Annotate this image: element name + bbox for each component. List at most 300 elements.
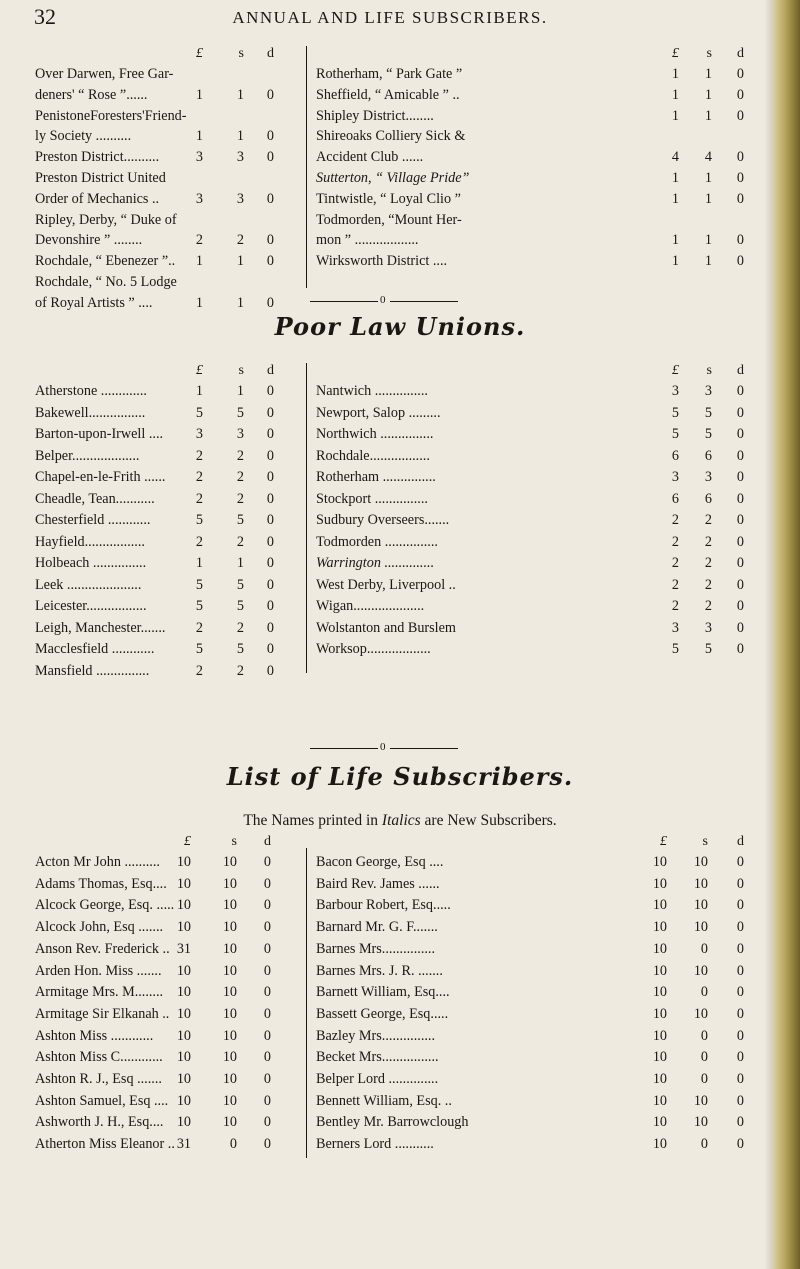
pounds-value: 6	[671, 490, 679, 507]
shillings-value: 10	[222, 1071, 237, 1087]
pence-value: 0	[736, 940, 744, 957]
entry-name: Wirksworth District ....	[316, 253, 448, 270]
pounds-value: 10	[652, 1005, 667, 1022]
entry-name: Barton-upon-Irwell ....	[35, 426, 164, 442]
section-separator	[390, 301, 458, 302]
shillings-header: s	[702, 834, 708, 849]
pounds-value: 2	[195, 619, 203, 636]
list-item	[35, 641, 274, 661]
pence-value: 0	[266, 232, 274, 249]
shillings-value: 2	[236, 662, 244, 679]
pence-value: 0	[266, 619, 274, 636]
life-subscribers-section	[0, 834, 780, 1164]
entry-name: PenistoneForesters'Friend-	[35, 107, 187, 124]
shillings-value: 10	[222, 919, 237, 936]
pence-value: 0	[736, 404, 744, 421]
pounds-value: 4	[671, 149, 679, 166]
pounds-header: £	[672, 46, 679, 61]
section-separator	[390, 748, 458, 749]
list-item	[35, 662, 274, 683]
shillings-value: 0	[700, 1136, 708, 1153]
section-title: List of Life Subscribers.	[226, 762, 574, 791]
shillings-header: s	[231, 834, 237, 849]
entry-name: Devonshire ” ........	[35, 232, 143, 249]
shillings-value: 2	[236, 533, 244, 550]
pounds-value: 3	[195, 190, 203, 207]
shillings-value: 0	[700, 1071, 708, 1087]
pounds-value: 2	[195, 533, 203, 550]
page-header	[0, 4, 780, 34]
pounds-value: 1	[671, 107, 679, 124]
pounds-value: 1	[671, 253, 679, 270]
section-separator	[310, 748, 378, 749]
shillings-value: 10	[693, 1114, 708, 1131]
pounds-value: 10	[652, 1092, 667, 1109]
list-item	[316, 212, 660, 232]
shillings-value: 1	[704, 66, 712, 82]
pounds-value: 3	[195, 426, 203, 442]
page-number: 32	[34, 4, 56, 29]
entry-name: Rochdale, “ No. 5 Lodge	[35, 274, 177, 290]
pounds-value: 3	[671, 469, 679, 485]
shillings-value: 10	[222, 897, 237, 914]
entry-name: Holbeach ...............	[35, 555, 147, 571]
entry-name: Wigan....................	[316, 598, 425, 614]
list-item	[316, 854, 744, 874]
shillings-value: 3	[236, 190, 244, 207]
shillings-value: 5	[704, 641, 712, 657]
list-item	[35, 576, 274, 597]
pence-value: 0	[736, 555, 744, 571]
pence-value: 0	[736, 232, 744, 249]
list-item	[316, 962, 744, 983]
list-item	[35, 128, 274, 148]
pounds-value: 1	[671, 170, 679, 186]
shillings-value: 2	[704, 512, 712, 528]
list-item	[316, 897, 744, 917]
pounds-value: 2	[195, 447, 203, 464]
entry-name: Warrington ..............	[316, 555, 435, 571]
pence-value: 0	[736, 383, 744, 399]
pence-value: 0	[736, 1027, 744, 1044]
pence-value: 0	[266, 86, 274, 103]
entry-name: Sheffield, “ Amicable ” ..	[316, 86, 460, 103]
entry-name: Bassett George, Esq.....	[316, 1005, 449, 1022]
entry-name: Bazley Mrs...............	[316, 1027, 436, 1044]
shillings-value: 3	[704, 383, 712, 399]
list-item	[35, 170, 265, 190]
list-item	[316, 1136, 744, 1156]
pounds-value: 1	[671, 232, 679, 249]
pence-header: d	[737, 363, 744, 378]
pence-value: 0	[263, 919, 271, 936]
pence-value: 0	[736, 426, 744, 442]
pounds-value: 10	[652, 1071, 667, 1087]
pounds-value: 6	[671, 447, 679, 464]
entry-name: Mansfield ...............	[35, 662, 150, 679]
list-item	[35, 66, 265, 86]
pence-value: 0	[736, 962, 744, 979]
shillings-value: 10	[222, 962, 237, 979]
list-item	[35, 619, 274, 640]
subtitle-text: are New Subscribers.	[424, 812, 557, 829]
list-item	[35, 1114, 271, 1134]
shillings-value: 5	[236, 598, 244, 614]
shillings-value: 5	[704, 426, 712, 442]
entry-name: Todmorden ...............	[316, 533, 438, 550]
pounds-value: 2	[671, 512, 679, 528]
list-item	[316, 107, 744, 128]
shillings-value: 1	[236, 128, 244, 145]
list-item	[316, 1005, 744, 1026]
list-item	[35, 212, 265, 232]
entry-name: Barnard Mr. G. F.......	[316, 919, 438, 936]
shillings-value: 10	[222, 1005, 237, 1022]
pounds-value: 10	[652, 1049, 667, 1066]
entry-name: West Derby, Liverpool ..	[316, 576, 456, 593]
pounds-value: 10	[176, 1071, 191, 1087]
pounds-value: 2	[671, 533, 679, 550]
pounds-value: 10	[176, 854, 191, 870]
shillings-value: 2	[236, 490, 244, 507]
pence-value: 0	[736, 598, 744, 614]
pounds-value: 1	[195, 383, 203, 399]
shillings-value: 10	[222, 1114, 237, 1131]
shillings-value: 0	[700, 1049, 708, 1066]
pence-value: 0	[736, 984, 744, 1001]
entry-name: Armitage Sir Elkanah ..	[35, 1005, 170, 1022]
shillings-value: 1	[236, 555, 244, 571]
pence-value: 0	[736, 149, 744, 166]
entry-name: Nantwich ...............	[316, 383, 428, 399]
list-item	[35, 190, 274, 211]
shillings-value: 5	[236, 404, 244, 421]
pounds-value: 5	[195, 512, 203, 528]
pence-value: 0	[266, 253, 274, 270]
list-item	[316, 512, 744, 532]
entry-name: Atherstone .............	[35, 383, 147, 399]
entry-name: Bentley Mr. Barrowclough	[316, 1114, 469, 1131]
separator-mark: 0	[380, 741, 386, 753]
pence-header: d	[267, 363, 274, 378]
pounds-value: 3	[671, 619, 679, 636]
shillings-header: s	[706, 363, 712, 378]
shillings-value: 5	[236, 512, 244, 528]
list-item	[316, 576, 744, 597]
shillings-value: 10	[222, 875, 237, 892]
pounds-value: 2	[671, 598, 679, 614]
column-header	[316, 834, 744, 854]
pounds-value: 10	[652, 1027, 667, 1044]
pence-value: 0	[263, 962, 271, 979]
shillings-value: 1	[704, 170, 712, 186]
list-item	[35, 404, 274, 425]
shillings-value: 1	[704, 190, 712, 207]
entry-name: Ashton Miss C............	[35, 1049, 163, 1066]
shillings-value: 4	[704, 149, 712, 166]
shillings-value: 0	[700, 940, 708, 957]
pence-value: 0	[263, 897, 271, 914]
pence-value: 0	[263, 1071, 271, 1087]
pence-value: 0	[736, 170, 744, 186]
entry-name: Barbour Robert, Esq.....	[316, 897, 451, 914]
shillings-value: 6	[704, 447, 712, 464]
section-subtitle	[0, 812, 800, 830]
pence-value: 0	[266, 641, 274, 657]
pence-value: 0	[736, 447, 744, 464]
pence-value: 0	[263, 1136, 271, 1153]
pounds-value: 3	[195, 149, 203, 166]
pounds-value: 10	[652, 919, 667, 936]
entry-name: Acton Mr John ..........	[35, 854, 160, 870]
entry-name: Bacon George, Esq ....	[316, 854, 444, 870]
list-item	[316, 1092, 744, 1113]
pence-value: 0	[266, 598, 274, 614]
pence-header: d	[737, 46, 744, 61]
entry-name: Rochdale, “ Ebenezer ”..	[35, 253, 176, 270]
list-item	[316, 984, 744, 1004]
list-item	[35, 1027, 271, 1048]
shillings-value: 2	[236, 447, 244, 464]
shillings-value: 1	[236, 86, 244, 103]
entry-name: Macclesfield ............	[35, 641, 155, 657]
entry-name: Alcock George, Esq. .....	[35, 897, 175, 914]
list-item	[316, 1071, 744, 1091]
list-item	[35, 253, 274, 273]
pence-value: 0	[266, 149, 274, 166]
shillings-value: 3	[236, 149, 244, 166]
list-item	[316, 619, 744, 640]
list-item	[35, 490, 274, 511]
entry-name: Shireoaks Colliery Sick &	[316, 128, 466, 145]
friendly-societies-section	[0, 46, 780, 311]
entry-name: Accident Club ......	[316, 149, 424, 166]
entry-name: mon ” ..................	[316, 232, 419, 249]
shillings-header: s	[238, 46, 244, 61]
shillings-value: 3	[704, 469, 712, 485]
entry-name: Rochdale.................	[316, 447, 430, 464]
shillings-value: 2	[704, 598, 712, 614]
list-item	[35, 1092, 271, 1113]
list-item	[35, 854, 271, 874]
pence-value: 0	[266, 128, 274, 145]
list-item	[35, 555, 274, 575]
shillings-value: 10	[222, 1027, 237, 1044]
pence-value: 0	[736, 107, 744, 124]
shillings-header: s	[706, 46, 712, 61]
list-item	[316, 940, 744, 961]
pence-value: 0	[266, 447, 274, 464]
section-separator	[310, 301, 378, 302]
entry-name: Worksop..................	[316, 641, 431, 657]
entry-name: Adams Thomas, Esq....	[35, 875, 167, 892]
entry-name: Bennett William, Esq. ..	[316, 1092, 452, 1109]
shillings-value: 10	[693, 962, 708, 979]
pence-header: d	[264, 834, 271, 849]
pence-value: 0	[736, 190, 744, 207]
entry-name: Belper...................	[35, 447, 140, 464]
shillings-value: 3	[704, 619, 712, 636]
pounds-value: 5	[195, 576, 203, 593]
pence-value: 0	[736, 619, 744, 636]
pence-value: 0	[736, 919, 744, 936]
pence-value: 0	[736, 854, 744, 870]
shillings-value: 1	[704, 232, 712, 249]
list-item	[316, 1049, 744, 1069]
list-item	[316, 1114, 744, 1134]
right-column	[316, 834, 744, 1164]
pounds-value: 5	[195, 598, 203, 614]
list-item	[316, 490, 744, 511]
shillings-value: 10	[222, 854, 237, 870]
entry-name: Sudbury Overseers.......	[316, 512, 450, 528]
list-item	[35, 86, 274, 107]
list-item	[35, 447, 274, 468]
pence-header: d	[737, 834, 744, 849]
entry-name: Barnes Mrs...............	[316, 940, 436, 957]
entry-name: Preston District United	[35, 170, 166, 186]
shillings-value: 2	[704, 555, 712, 571]
entry-name: Sutterton, “ Village Pride”	[316, 170, 470, 186]
shillings-header: s	[238, 363, 244, 378]
shillings-value: 2	[704, 576, 712, 593]
pounds-value: 1	[671, 190, 679, 207]
subtitle-text: The Names printed in	[243, 812, 379, 829]
entry-name: Armitage Mrs. M........	[35, 984, 164, 1001]
right-column	[316, 363, 744, 681]
pence-value: 0	[736, 897, 744, 914]
shillings-value: 10	[222, 940, 237, 957]
pounds-value: 5	[195, 641, 203, 657]
left-column	[35, 46, 274, 311]
list-item	[316, 919, 744, 939]
pounds-value: 1	[195, 86, 203, 103]
list-item	[316, 426, 744, 446]
pence-value: 0	[263, 875, 271, 892]
entry-name: Chesterfield ............	[35, 512, 151, 528]
pence-value: 0	[736, 253, 744, 270]
pounds-header: £	[184, 834, 191, 849]
column-divider	[306, 848, 307, 1158]
pence-value: 0	[736, 86, 744, 103]
pounds-value: 2	[671, 555, 679, 571]
shillings-value: 0	[229, 1136, 237, 1153]
shillings-value: 10	[693, 897, 708, 914]
list-item	[35, 426, 274, 446]
pounds-value: 1	[671, 66, 679, 82]
pounds-value: 10	[652, 854, 667, 870]
entry-name: Rotherham, “ Park Gate ”	[316, 66, 463, 82]
pence-value: 0	[266, 426, 274, 442]
entry-name: Stockport ...............	[316, 490, 428, 507]
entry-name: Leek .....................	[35, 576, 142, 593]
pounds-value: 10	[652, 984, 667, 1001]
shillings-value: 1	[236, 294, 244, 311]
entry-name: Ashton Samuel, Esq ....	[35, 1092, 169, 1109]
pence-value: 0	[736, 490, 744, 507]
entry-name: Ashworth J. H., Esq....	[35, 1114, 164, 1131]
list-item	[35, 940, 271, 961]
shillings-value: 10	[693, 1092, 708, 1109]
entry-name: Alcock John, Esq .......	[35, 919, 164, 936]
pounds-value: 2	[671, 576, 679, 593]
list-item	[316, 1027, 744, 1048]
column-header	[35, 46, 274, 66]
entry-name: Anson Rev. Frederick ..	[35, 940, 170, 957]
column-divider	[306, 46, 307, 288]
pounds-value: 1	[195, 253, 203, 270]
entry-name: Hayfield.................	[35, 533, 145, 550]
pence-value: 0	[736, 66, 744, 82]
list-item	[35, 984, 271, 1004]
entry-name: Rotherham ...............	[316, 469, 436, 485]
list-item	[316, 66, 744, 86]
list-item	[316, 469, 744, 489]
list-item	[35, 1136, 271, 1156]
pounds-value: 1	[195, 128, 203, 145]
entry-name: Barnes Mrs. J. R. .......	[316, 962, 443, 979]
list-item	[35, 232, 274, 252]
list-item	[316, 641, 744, 661]
entry-name: Tintwistle, “ Loyal Clio ”	[316, 190, 461, 207]
pounds-value: 5	[671, 426, 679, 442]
pence-value: 0	[263, 1114, 271, 1131]
shillings-value: 10	[222, 1092, 237, 1109]
shillings-value: 10	[693, 919, 708, 936]
shillings-value: 6	[704, 490, 712, 507]
pounds-value: 3	[671, 383, 679, 399]
pounds-value: 10	[652, 875, 667, 892]
pounds-header: £	[660, 834, 667, 849]
pence-value: 0	[263, 940, 271, 957]
list-item	[316, 383, 744, 403]
pence-value: 0	[736, 875, 744, 892]
pence-value: 0	[736, 641, 744, 657]
shillings-value: 10	[222, 1049, 237, 1066]
shillings-value: 0	[700, 984, 708, 1001]
pounds-value: 1	[195, 294, 203, 311]
entry-name: Shipley District........	[316, 107, 434, 124]
pounds-header: £	[672, 363, 679, 378]
subtitle-italic: Italics	[381, 812, 421, 829]
pence-value: 0	[266, 469, 274, 485]
pounds-header: £	[196, 363, 203, 378]
running-head: ANNUAL AND LIFE SUBSCRIBERS.	[232, 8, 548, 27]
pence-header: d	[267, 46, 274, 61]
right-column	[316, 46, 744, 296]
list-item	[316, 555, 744, 575]
pence-value: 0	[266, 576, 274, 593]
pounds-value: 10	[652, 1114, 667, 1131]
list-item	[35, 919, 271, 939]
shillings-value: 10	[693, 854, 708, 870]
list-item	[316, 86, 744, 107]
column-header	[316, 363, 744, 383]
entry-name: Cheadle, Tean...........	[35, 490, 155, 507]
pounds-header: £	[196, 46, 203, 61]
list-item	[316, 149, 744, 169]
list-item	[316, 875, 744, 896]
entry-name: Wolstanton and Burslem	[316, 619, 456, 636]
column-header	[35, 363, 274, 383]
entry-name: Atherton Miss Eleanor ..	[35, 1136, 175, 1153]
pence-value: 0	[263, 854, 271, 870]
pounds-value: 10	[176, 1092, 191, 1109]
pounds-value: 2	[195, 490, 203, 507]
pence-value: 0	[736, 1136, 744, 1153]
list-item	[316, 404, 744, 425]
pounds-value: 10	[176, 875, 191, 892]
